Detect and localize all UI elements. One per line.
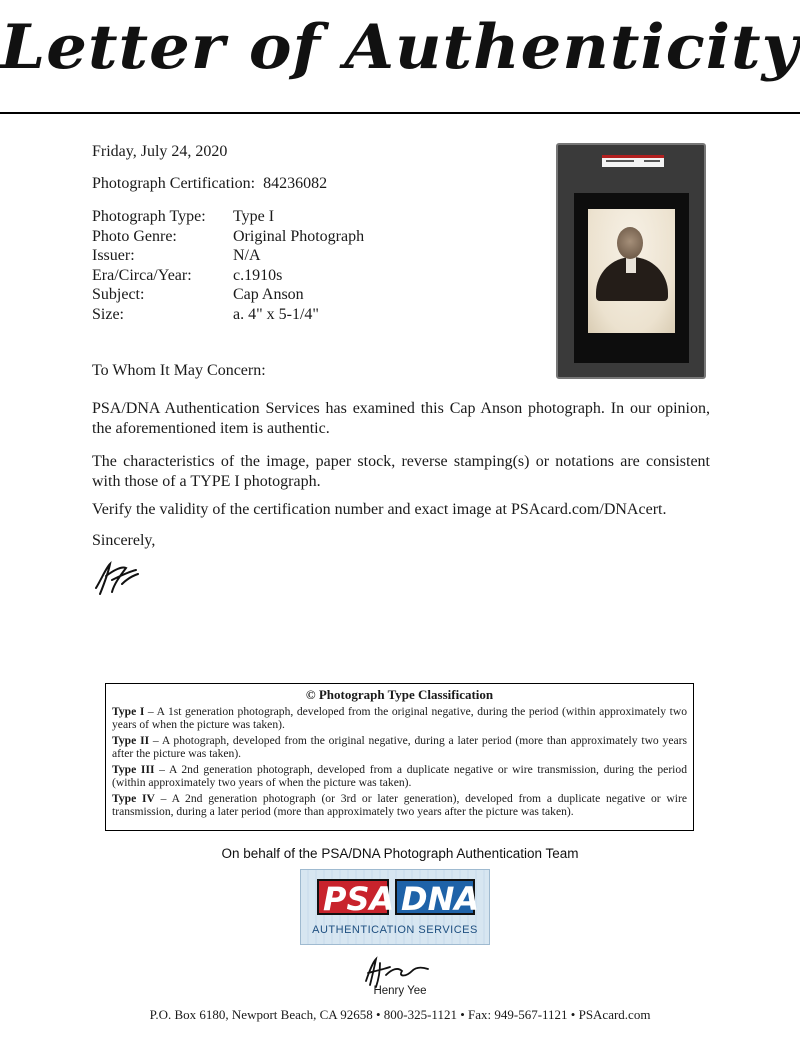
item-details [92,207,364,324]
logo-subtitle: AUTHENTICATION SERVICES [312,924,478,936]
type-classification-box [105,683,694,831]
paragraph-characteristics: The characteristics of the image, paper stock, reverse stamping(s) or notations are consistent with those of a TYPE I photograph. [92,453,710,490]
detail-value: Cap Anson [233,286,304,303]
detail-label: Issuer: [92,247,135,264]
signer-name: Henry Yee [373,985,427,997]
paragraph-authentic: PSA/DNA Authentication Services has examined this Cap Anson photograph. In our opinion, the aforementioned item is authentic. [92,400,710,437]
classification-type: Type III [112,763,155,776]
detail-row [92,285,364,305]
slab-photo-well [574,193,689,363]
slabbed-photo-image [556,143,706,379]
detail-value: c.1910s [233,266,283,284]
classification-heading: © Photograph Type Classification [305,687,494,702]
classification-entry [112,792,687,818]
classification-entry [112,734,687,760]
detail-label: Size: [92,305,124,323]
certification-number: 84236082 [263,175,328,192]
footer-contact: P.O. Box 6180, Newport Beach, CA 92658 • 800-325-1121 • Fax: 949-567-1121 • PSAcard.com [149,1007,651,1022]
detail-value: a. 4" x 5-1/4" [233,305,319,323]
title-divider [0,112,800,114]
detail-label: Era/Circa/Year: [92,266,192,284]
detail-row [92,207,364,227]
logo-psa: PSA [317,879,389,915]
signature-icon [92,558,152,598]
portrait-head [617,227,643,259]
detail-row [92,266,364,286]
classification-text: – A photograph, developed from the original negative, during a later period (more than approximately two years after the picture was taken). [112,734,687,760]
detail-value: Original Photograph [233,227,365,245]
detail-label: Photograph Type: [92,208,206,225]
salutation: To Whom It May Concern: [92,362,266,379]
detail-row [92,305,364,325]
portrait-collar [626,257,636,273]
certification-label: Photograph Certification: [92,175,256,192]
detail-value: N/A [233,247,261,264]
psa-dna-logo [300,869,490,945]
detail-row [92,246,364,266]
paragraph-verify: Verify the validity of the certification number and exact image at PSAcard.com/DNAcert. [92,501,667,518]
closing: Sincerely, [92,532,156,549]
logo-dna: DNA [395,879,475,915]
letter-date: Friday, July 24, 2020 [92,143,228,160]
slab-label [602,155,664,167]
classification-type: Type I [112,705,145,718]
classification-text: – A 1st generation photograph, developed from the original negative, during the period (within approximately two years of when the picture was taken). [112,705,687,731]
detail-row [92,227,364,247]
portrait-photo [588,209,675,333]
classification-type: Type II [112,734,150,747]
classification-text: – A 2nd generation photograph, developed from a duplicate negative or wire transmission, during the period (within approximately two years of when the picture was taken). [112,763,687,789]
certification-line [92,175,327,193]
classification-entry [112,763,687,789]
classification-type: Type IV [112,792,155,805]
behalf-line: On behalf of the PSA/DNA Photograph Authentication Team [221,846,579,861]
detail-label: Subject: [92,286,145,303]
classification-entry [112,705,687,731]
detail-label: Photo Genre: [92,227,177,245]
classification-text: – A 2nd generation photograph (or 3rd or later generation), developed from a duplicate negative or wire transmission, during a later period (more than approximately two years after the picture was taken). [112,792,688,818]
page-title: Letter of Authenticity [0,11,800,84]
detail-value: Type I [233,208,275,225]
